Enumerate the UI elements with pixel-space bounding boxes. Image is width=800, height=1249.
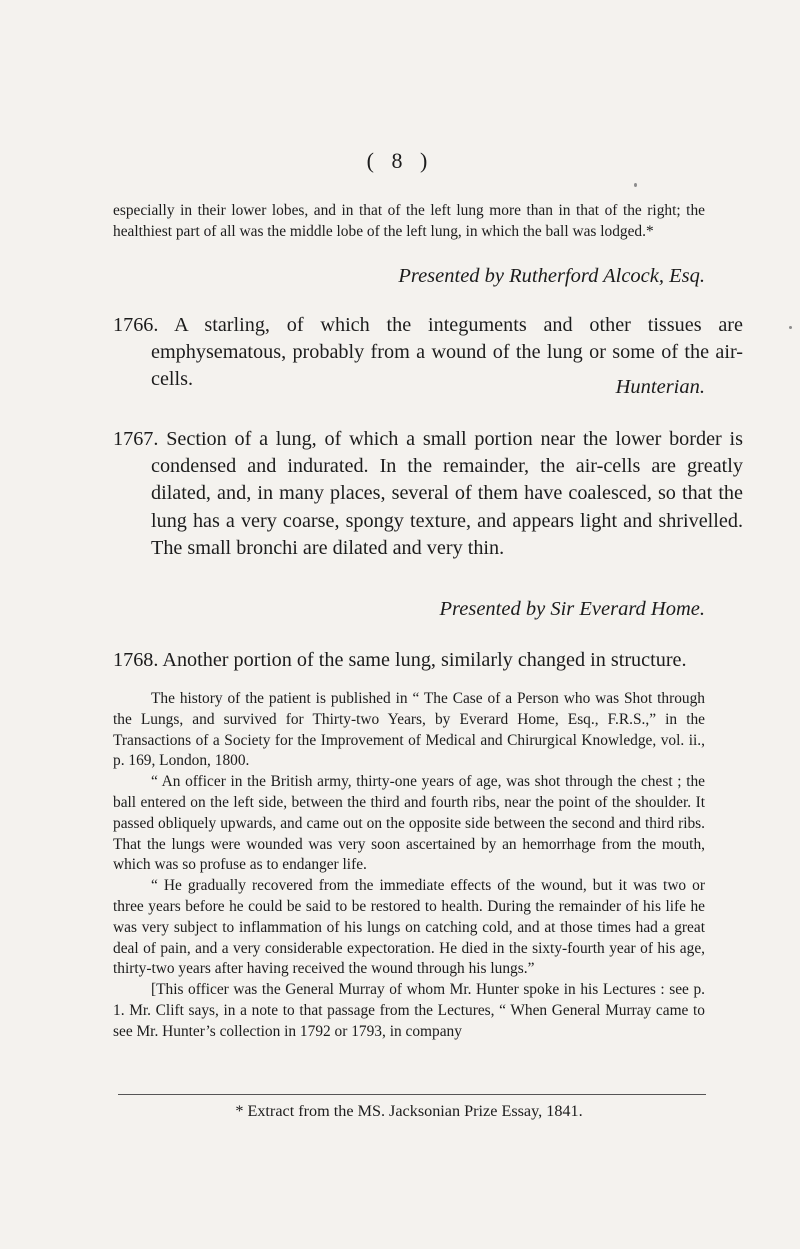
catalogue-entry-1767 [113,426,743,562]
continuation-presented-by: Presented by Rutherford Alcock, Esq. [398,265,705,287]
entry-text: Another portion of the same lung, similarly changed in structure. [162,649,687,671]
footnote-divider [118,1094,706,1095]
entry-1766-presented-by: Hunterian. [615,376,705,398]
entry-text: Section of a lung, of which a small portion near the lower border is condensed and indurated. In the remainder, the air-cells are greatly dilated, and, in many places, several of them have coalesced, so that the lung has a very coarse, spongy texture, and appears light and shrivelled. The small bronchi are dilated and very thin. [151,428,743,559]
catalogue-entry-1768 [113,647,743,674]
entry-number: 1768. [113,649,159,671]
ink-speck [634,183,637,187]
footnote: * Extract from the MS. Jacksonian Prize Essay, 1841. [235,1102,583,1120]
ink-speck [789,326,792,329]
entry-number: 1766. [113,314,159,336]
continuation-text: especially in their lower lobes, and in that of the left lung more than in that of the right; the healthiest part of all was the middle lobe of the left lung, in which the ball was lodged.* [113,202,705,240]
entry-number: 1767. [113,428,159,450]
note-paragraph: [This officer was the General Murray of whom Mr. Hunter spoke in his Lectures : see p. 1. Mr. Clift says, in a note to that passage from the Lectures, “ When General Murray came to see Mr. Hunter’s collection in 1792 or 1793, in company [113,981,705,1040]
case-history-notes [113,689,705,1043]
note-paragraph: “ He gradually recovered from the immediate effects of the wound, but it was two or three years before he could be said to be restored to health. During the remainder of his life he was very subject to inflammation of his lungs on catching cold, and at those times had a great deal of pain, and a very considerable expectoration. He died in the sixty-fourth year of his age, thirty-two years after having received the wound through his lungs.” [113,877,705,978]
entry-1767-presented-by: Presented by Sir Everard Home. [439,598,705,620]
note-paragraph: The history of the patient is published in “ The Case of a Person who was Shot through the Lungs, and survived for Thirty-two Years, by Everard Home, Esq., F.R.S.,” in the Transactions of a Society for the Improvement of Medical and Chirurgical Knowledge, vol. ii., p. 169, London, 1800. [113,690,705,770]
entry-text: A starling, of which the integuments and other tissues are emphysematous, probably from a wound of the lung or some of the air-cells. [151,314,743,391]
page-number: ( 8 ) [366,148,434,173]
continuation-paragraph [113,201,705,243]
note-paragraph: “ An officer in the British army, thirty-one years of age, was shot through the chest ; the ball entered on the left side, between the third and fourth ribs, near the point of the shoulder. It passed obliquely upwards, and came out on the opposite side between the second and third ribs. That the lungs were wounded was very soon ascertained by an hemorrhage from the mouth, which was so profuse as to endanger life. [113,773,705,874]
